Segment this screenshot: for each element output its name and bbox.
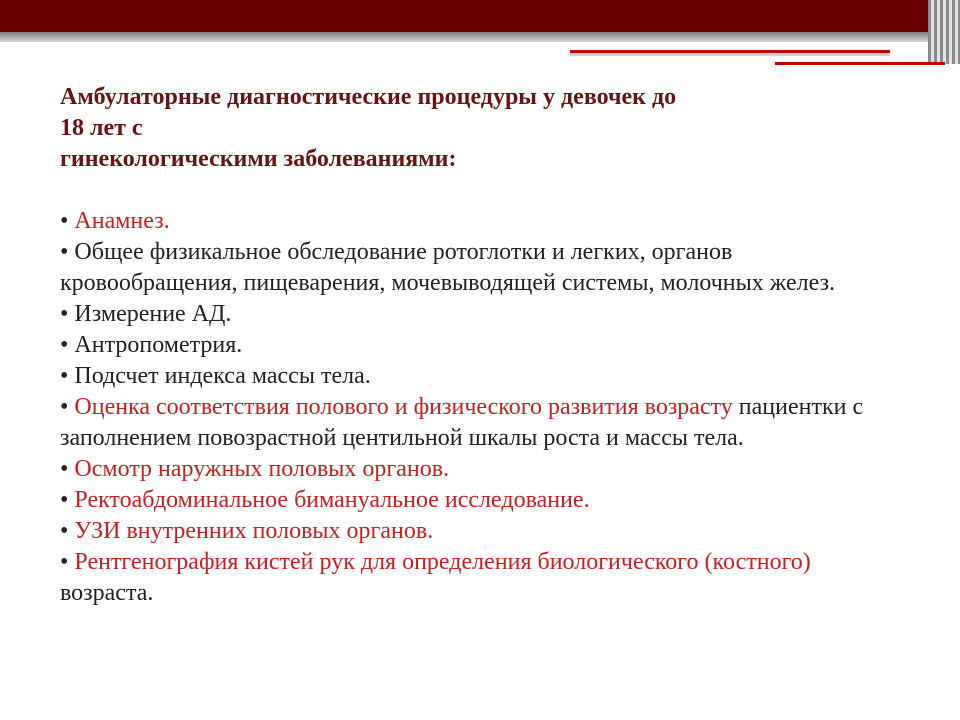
slide-title: [60, 82, 900, 175]
item-text: Общее физикальное обследование ротоглотки и легких, органов кровообращения, пищеварения, мочевыводящей системы, молочных желез.: [60, 239, 836, 296]
slide-content: [60, 82, 900, 609]
item-text: УЗИ внутренних половых органов.: [74, 518, 434, 544]
list-item: [60, 361, 900, 392]
bullet: •: [60, 487, 69, 513]
bullet: •: [60, 456, 69, 482]
item-text: Подсчет индекса массы тела.: [74, 363, 371, 389]
accent-line: [570, 53, 890, 56]
list-item: [60, 516, 900, 547]
item-text: Оценка соответствия полового и физического развития возрасту: [74, 394, 733, 420]
bullet: •: [60, 549, 69, 575]
item-text-continued: пациентки с заполнением повозрастной центильной шкалы роста и массы тела.: [60, 394, 864, 451]
header-band: [0, 0, 960, 32]
item-text: Ректоабдоминальное бимануальное исследование.: [74, 487, 590, 513]
list-item: [60, 299, 900, 330]
item-text: Осмотр наружных половых органов.: [74, 456, 450, 482]
item-text: Анамнез.: [74, 208, 170, 234]
bullet: •: [60, 363, 69, 389]
list-item: [60, 392, 900, 454]
item-text: Рентгенография кистей рук для определения биологического (костного): [74, 549, 811, 575]
list-item: [60, 330, 900, 361]
item-text: Антропометрия.: [74, 332, 243, 358]
procedure-list: [60, 206, 900, 609]
title-line: гинекологическими заболеваниями:: [60, 146, 457, 172]
list-item: [60, 206, 900, 237]
list-item: [60, 547, 900, 609]
list-item: [60, 237, 900, 299]
item-text: Измерение АД.: [74, 301, 232, 327]
bullet: •: [60, 301, 69, 327]
title-line: Амбулаторные диагностические процедуры у девочек до: [60, 84, 677, 110]
header-shade: [0, 32, 960, 42]
title-line: 18 лет с: [60, 115, 143, 141]
accent-line: [775, 62, 945, 65]
bullet: •: [60, 394, 69, 420]
list-item: [60, 454, 900, 485]
bullet: •: [60, 518, 69, 544]
bullet: •: [60, 239, 69, 265]
corner-stripes: [928, 0, 960, 64]
list-item: [60, 485, 900, 516]
bullet: •: [60, 332, 69, 358]
item-text-continued: возраста.: [60, 580, 154, 606]
bullet: •: [60, 208, 69, 234]
